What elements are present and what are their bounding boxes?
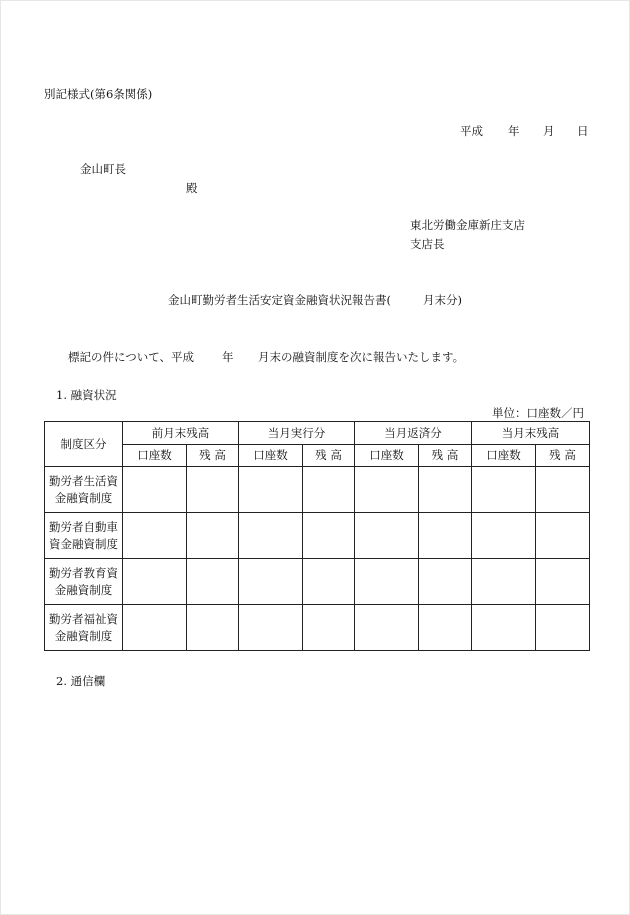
row-category: 勤労者福祉資 金融資制度 — [45, 605, 123, 651]
cell-accounts[interactable] — [355, 513, 419, 559]
cell-balance[interactable] — [536, 559, 590, 605]
cell-balance[interactable] — [303, 467, 355, 513]
body-text-year: 年 — [222, 350, 234, 364]
cell-accounts[interactable] — [472, 605, 536, 651]
form-label: 別記様式(第6条関係) — [44, 87, 153, 101]
subheader-accounts: 口座数 — [355, 445, 419, 467]
sender-title: 支店長 — [410, 237, 445, 251]
cell-balance[interactable] — [187, 605, 239, 651]
header-group: 当月返済分 — [355, 422, 472, 445]
section2-heading: 2. 通信欄 — [56, 674, 106, 688]
subheader-accounts: 口座数 — [239, 445, 303, 467]
cell-balance[interactable] — [419, 605, 472, 651]
cell-balance[interactable] — [419, 559, 472, 605]
body-text-part2: 月末の融資制度を次に報告いたします。 — [258, 350, 465, 364]
report-title-text: 金山町勤労者生活安定資金融資状況報告書( — [168, 293, 391, 307]
header-group: 当月末残高 — [472, 422, 590, 445]
date-month: 月 — [543, 124, 555, 138]
table-row — [45, 605, 590, 651]
table-row — [45, 467, 590, 513]
cell-accounts[interactable] — [239, 513, 303, 559]
cell-accounts[interactable] — [239, 605, 303, 651]
cell-balance[interactable] — [303, 605, 355, 651]
cell-accounts[interactable] — [123, 513, 187, 559]
report-title-month: 月末分) — [423, 293, 462, 307]
section1-heading: 1. 融資状況 — [56, 388, 117, 402]
subheader-accounts: 口座数 — [472, 445, 536, 467]
cell-accounts[interactable] — [123, 559, 187, 605]
cell-accounts[interactable] — [239, 467, 303, 513]
row-category: 勤労者教育資 金融資制度 — [45, 559, 123, 605]
cell-accounts[interactable] — [355, 605, 419, 651]
loan-status-table — [44, 421, 590, 651]
cell-balance[interactable] — [303, 513, 355, 559]
sender-branch: 東北労働金庫新庄支店 — [410, 218, 525, 232]
body-text-part1: 標記の件について、平成 — [68, 350, 195, 364]
cell-balance[interactable] — [419, 513, 472, 559]
cell-accounts[interactable] — [472, 559, 536, 605]
unit-label: 単位：口座数／円 — [492, 406, 584, 420]
subheader-balance: 残 高 — [187, 445, 239, 467]
cell-balance[interactable] — [536, 467, 590, 513]
header-group: 前月末残高 — [123, 422, 239, 445]
date-day: 日 — [577, 124, 589, 138]
subheader-balance: 残 高 — [303, 445, 355, 467]
cell-balance[interactable] — [187, 513, 239, 559]
cell-balance[interactable] — [536, 513, 590, 559]
cell-balance[interactable] — [303, 559, 355, 605]
cell-accounts[interactable] — [472, 513, 536, 559]
cell-accounts[interactable] — [123, 605, 187, 651]
header-category: 制度区分 — [45, 422, 123, 467]
cell-balance[interactable] — [536, 605, 590, 651]
cell-accounts[interactable] — [123, 467, 187, 513]
cell-accounts[interactable] — [355, 559, 419, 605]
row-category: 勤労者自動車 資金融資制度 — [45, 513, 123, 559]
subheader-balance: 残 高 — [536, 445, 590, 467]
subheader-balance: 残 高 — [419, 445, 472, 467]
table-header-row — [45, 422, 590, 445]
row-category: 勤労者生活資 金融資制度 — [45, 467, 123, 513]
date-year: 年 — [508, 124, 520, 138]
header-group: 当月実行分 — [239, 422, 355, 445]
cell-accounts[interactable] — [239, 559, 303, 605]
cell-balance[interactable] — [187, 559, 239, 605]
date-era: 平成 — [460, 124, 483, 138]
addressee-honorific: 殿 — [186, 181, 198, 195]
table-row — [45, 559, 590, 605]
subheader-accounts: 口座数 — [123, 445, 187, 467]
table-subheader-row — [45, 445, 590, 467]
cell-balance[interactable] — [419, 467, 472, 513]
cell-balance[interactable] — [187, 467, 239, 513]
addressee-name: 金山町長 — [80, 162, 126, 176]
cell-accounts[interactable] — [355, 467, 419, 513]
table-row — [45, 513, 590, 559]
cell-accounts[interactable] — [472, 467, 536, 513]
